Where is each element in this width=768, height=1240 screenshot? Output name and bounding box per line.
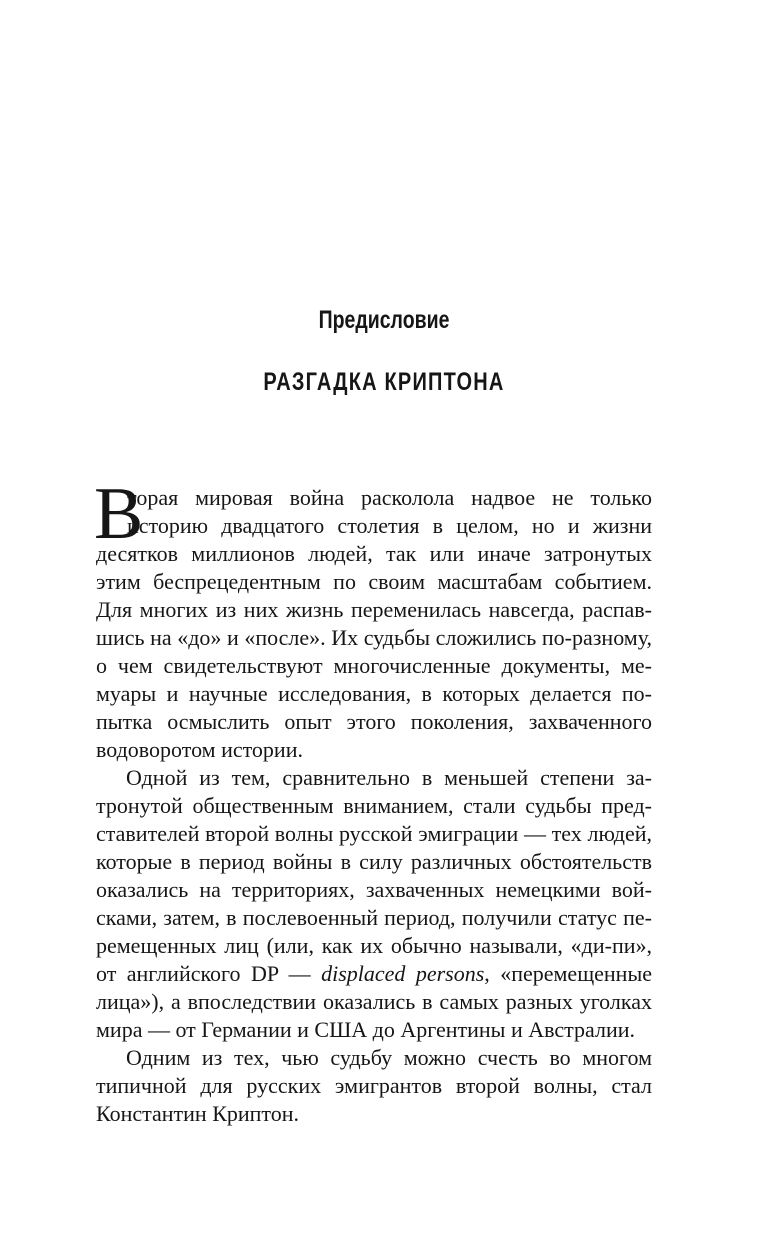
text-run: , «перемещенные — [484, 961, 652, 986]
text-line: сками, затем, в послевоенный период, получили статус пе- — [96, 905, 652, 930]
paragraph-1 — [94, 473, 652, 764]
text-line: Одним из тех, чью судьбу можно счесть во многом — [126, 1045, 652, 1070]
text-line: о чем свидетельствуют многочисленные документы, ме- — [96, 653, 652, 678]
text-line: пытка осмыслить опыт этого поколения, захваченного — [96, 709, 652, 734]
text-line: торая мировая война расколола надвое не только — [127, 485, 652, 510]
text-line: десятков миллионов людей, так или иначе затронутых — [96, 541, 652, 566]
text-line: которые в период войны в силу различных обстоятельств — [96, 849, 652, 874]
text-line: Одной из тем, сравнительно в меньшей степени за- — [126, 765, 652, 790]
text-line: шись на «до» и «после». Их судьбы сложились по-разному, — [96, 625, 652, 650]
body-text — [94, 473, 652, 1128]
text-line: ставителей второй волны русской эмиграции — тех людей, — [96, 821, 652, 846]
text-run: от английского DP — — [96, 961, 322, 986]
text-line: тронутой общественным вниманием, стали судьбы пред- — [96, 793, 652, 818]
text-line: водоворотом истории. — [96, 737, 303, 762]
text-line: ремещенных лиц (или, как их обычно называли, «ди-пи», — [96, 933, 652, 958]
italic-term: displaced persons — [321, 961, 485, 986]
drop-cap: В — [94, 473, 144, 555]
text-line: Константин Криптон. — [96, 1101, 300, 1126]
text-line: историю двадцатого столетия в целом, но и жизни — [127, 513, 652, 538]
text-line: типичной для русских эмигрантов второй волны, стал — [96, 1073, 652, 1098]
text-line: мира — от Германии и США до Аргентины и Австралии. — [96, 1017, 635, 1042]
paragraph-2 — [96, 764, 652, 1044]
text-line: этим беспрецедентным по своим масштабам событием. — [96, 569, 652, 594]
paragraph-3 — [96, 1044, 652, 1128]
chapter-title: РАЗГАДКА КРИПТОНА — [263, 368, 505, 396]
text-line: лица»), а впоследствии оказались в самых разных уголках — [96, 989, 652, 1014]
text-line: муары и научные исследования, в которых делается по- — [96, 681, 652, 706]
preface-label: Предисловие — [318, 306, 450, 334]
text-line-mixed — [96, 960, 652, 988]
text-line: оказались на территориях, захваченных немецкими вой- — [96, 877, 652, 902]
text-line: Для многих из них жизнь переменилась навсегда, распав- — [96, 597, 652, 622]
